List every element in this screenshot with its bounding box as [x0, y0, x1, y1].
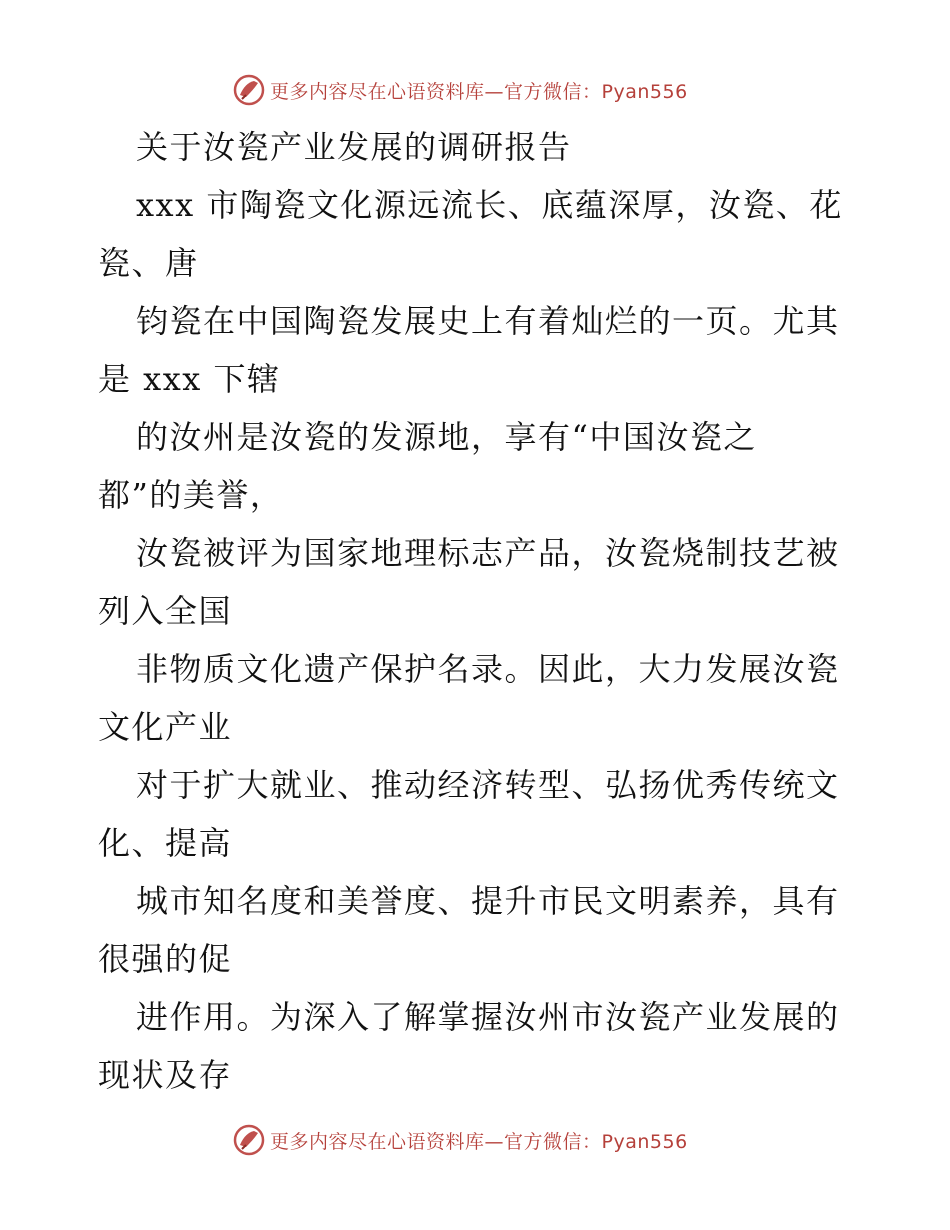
pen-circle-logo-icon	[232, 1123, 266, 1157]
paragraph-line: 城市知名度和美誉度、提升市民文明素养，具有	[136, 882, 840, 920]
paragraph-line: 文化产业	[98, 708, 233, 746]
header-banner-text: 更多内容尽在心语资料库—官方微信：Pyan556	[270, 80, 688, 103]
paragraph-line: 钧瓷在中国陶瓷发展史上有着灿烂的一页。尤其	[136, 302, 840, 340]
paragraph-line: 进作用。为深入了解掌握汝州市汝瓷产业发展的	[136, 998, 840, 1036]
paragraph-line: 都”的美誉，	[98, 476, 284, 514]
document-body	[98, 118, 858, 1104]
paragraph-line: xxx 市陶瓷文化源远流长、底蕴深厚，汝瓷、花	[136, 186, 843, 224]
paragraph-line: 瓷、唐	[98, 244, 199, 282]
paragraph-line: 化、提高	[98, 824, 233, 862]
pen-circle-logo-icon	[232, 73, 266, 107]
paragraph-line: 很强的促	[98, 940, 233, 978]
document-title: 关于汝瓷产业发展的调研报告	[136, 128, 572, 166]
paragraph-line: 列入全国	[98, 592, 233, 630]
header-banner	[232, 72, 688, 108]
footer-banner	[232, 1122, 688, 1158]
paragraph-line: 现状及存	[98, 1056, 233, 1094]
paragraph-line: 对于扩大就业、推动经济转型、弘扬优秀传统文	[136, 766, 840, 804]
paragraph-line: 汝瓷被评为国家地理标志产品，汝瓷烧制技艺被	[136, 534, 840, 572]
paragraph-line: 非物质文化遗产保护名录。因此，大力发展汝瓷	[136, 650, 840, 688]
paragraph-line: 的汝州是汝瓷的发源地，享有“中国汝瓷之	[136, 418, 757, 456]
paragraph-line: 是 xxx 下辖	[98, 360, 281, 398]
footer-banner-text: 更多内容尽在心语资料库—官方微信：Pyan556	[270, 1130, 688, 1153]
